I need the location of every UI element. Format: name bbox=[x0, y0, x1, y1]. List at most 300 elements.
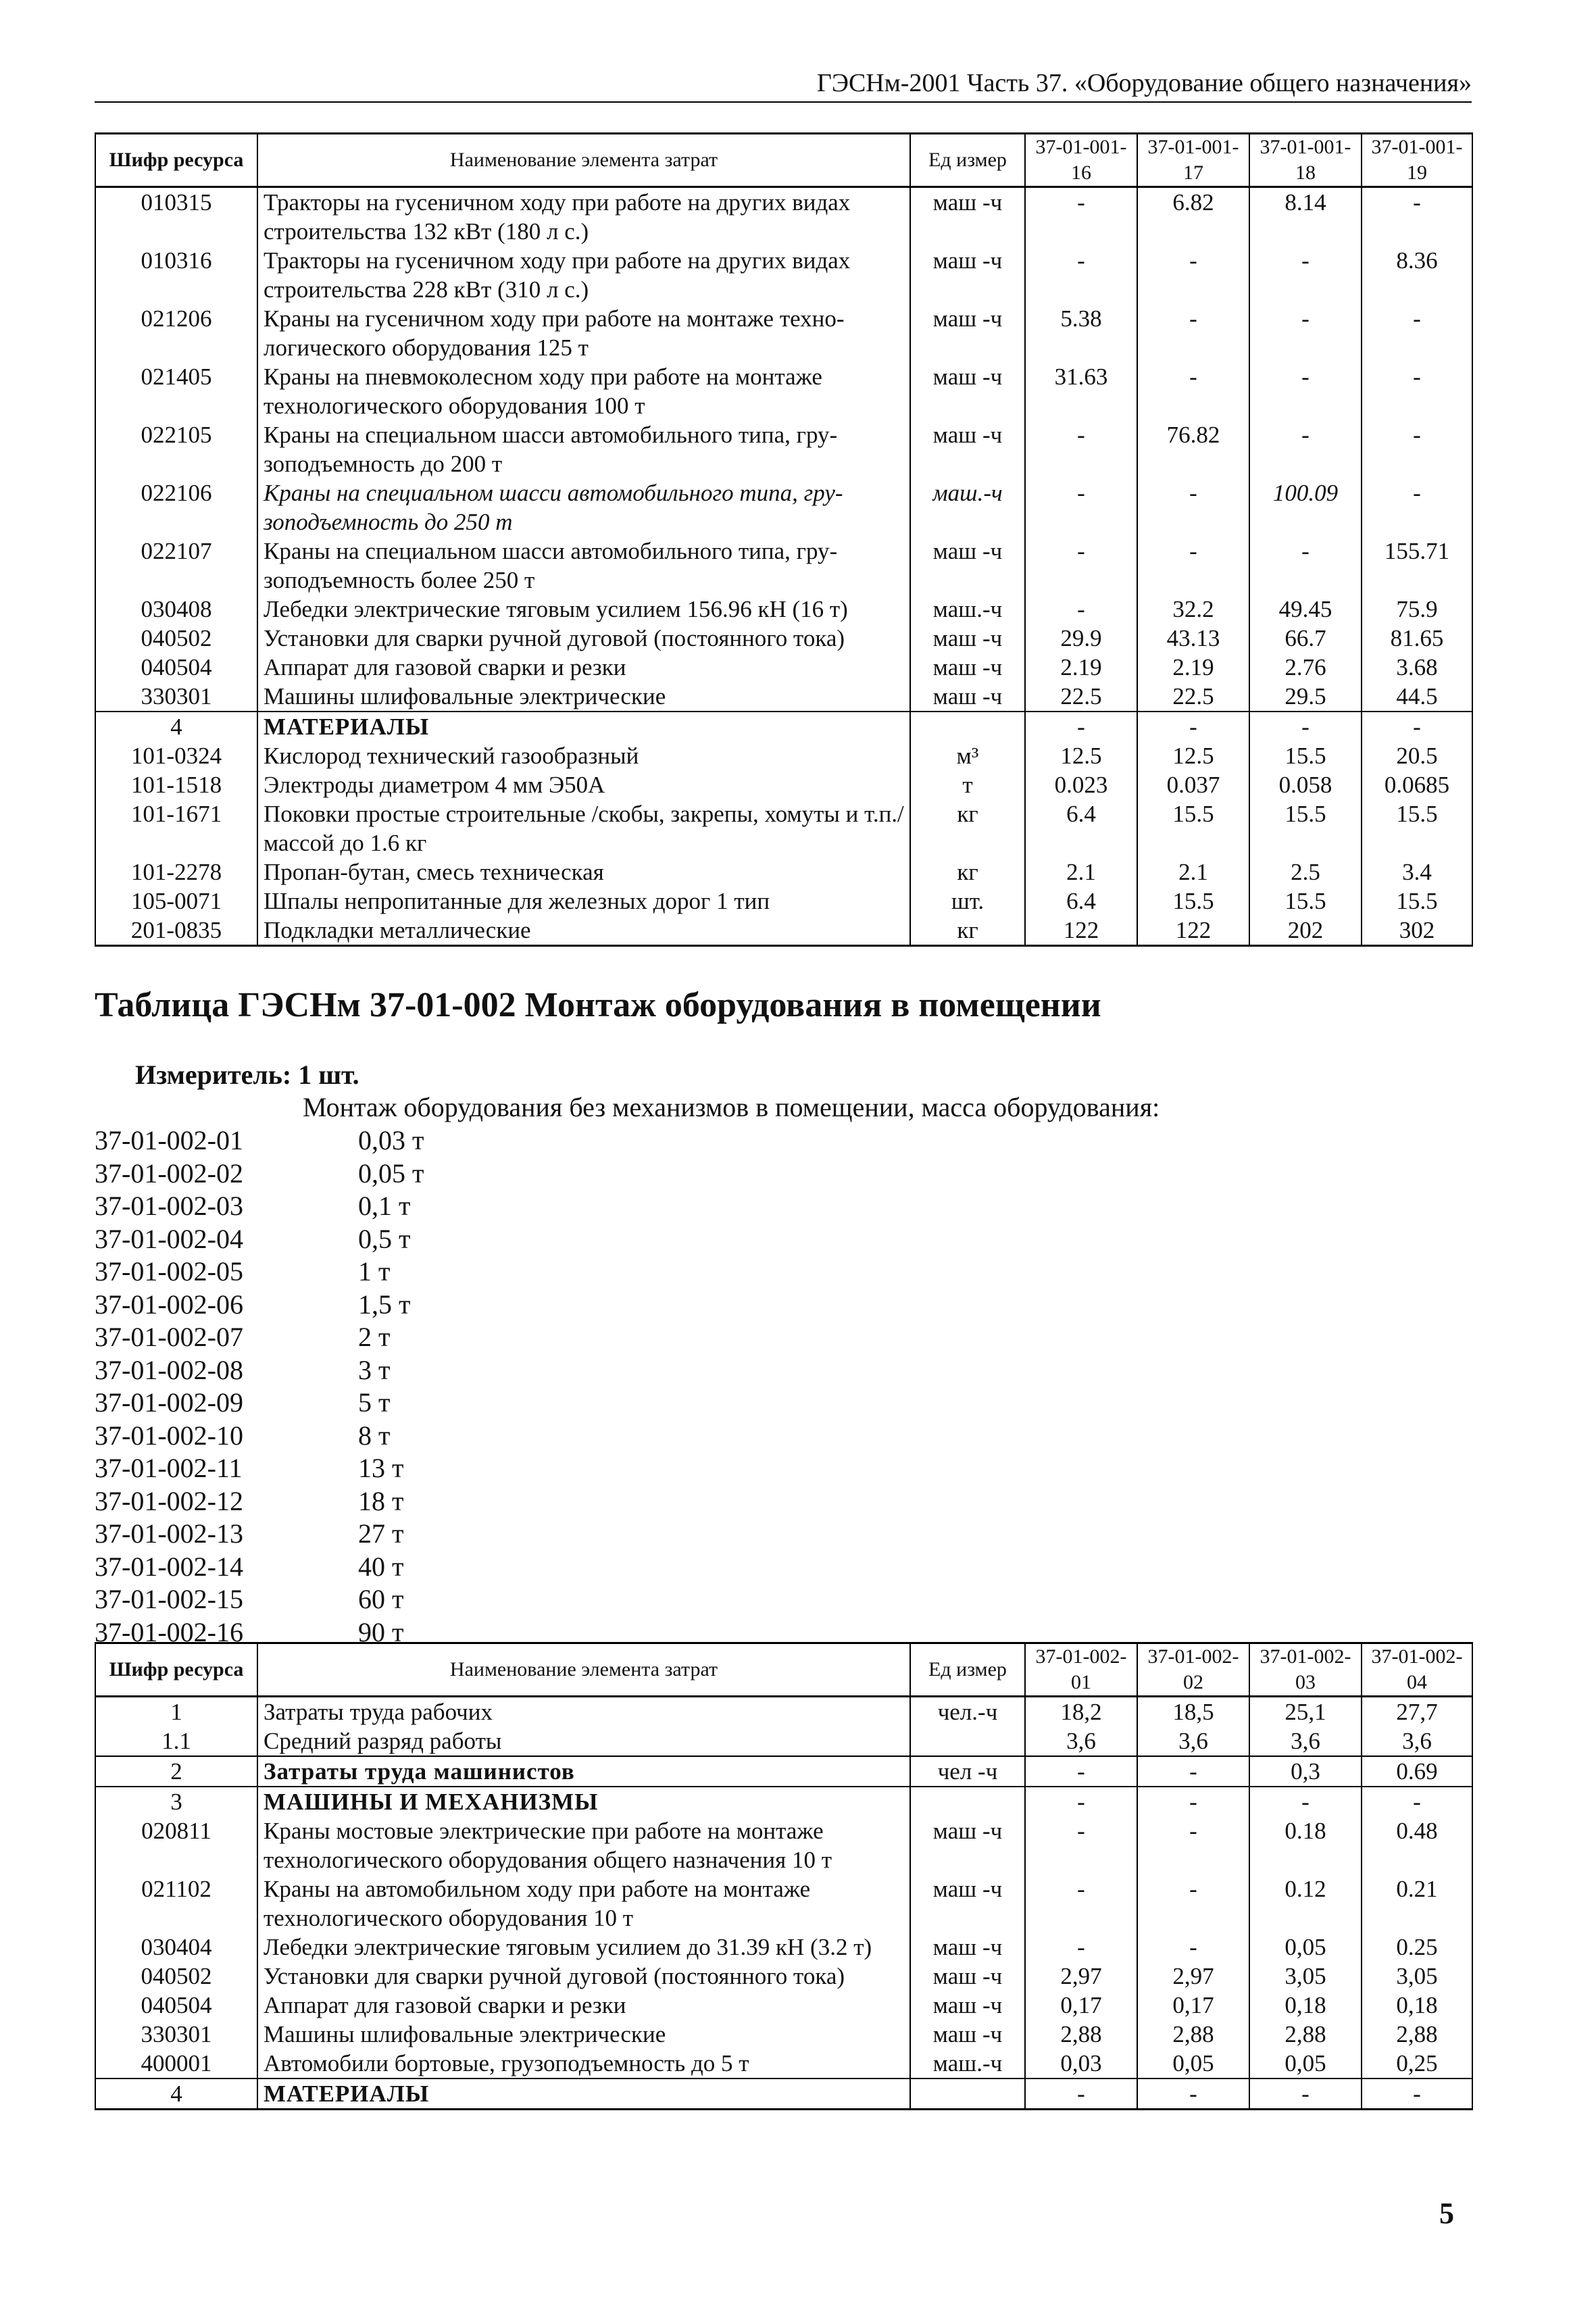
resource-code: 022105 bbox=[95, 420, 257, 478]
item-code: 37-01-002-15 bbox=[95, 1584, 243, 1614]
meter-label: Измеритель: 1 шт. bbox=[135, 1060, 359, 1090]
table-row bbox=[95, 741, 1472, 770]
resource-code: 4 bbox=[95, 2078, 257, 2110]
resource-value: 27,7 bbox=[1362, 1697, 1472, 1727]
resource-name: Лебедки электрические тяговым усилием до 31.39 кН (3.2 т) bbox=[257, 1933, 910, 1962]
item-mass: 2 т bbox=[358, 1322, 391, 1352]
resource-value: - bbox=[1249, 1787, 1362, 1816]
resource-value: - bbox=[1362, 304, 1472, 362]
resource-value: - bbox=[1362, 420, 1472, 478]
resource-name: Краны на специальном шасси автомобильного типа, гру-зоподъемность более 250 т bbox=[257, 537, 910, 595]
table-row bbox=[95, 420, 1472, 478]
resource-value: 2.1 bbox=[1137, 857, 1249, 887]
list-item bbox=[95, 1354, 424, 1387]
resource-value: 0,18 bbox=[1362, 1991, 1472, 2020]
resource-name: Краны на автомобильном ходу при работе на монтаже технологического оборудования 10 т bbox=[257, 1874, 910, 1933]
resource-value: - bbox=[1025, 1756, 1137, 1787]
resource-value: - bbox=[1025, 1816, 1137, 1874]
table-header-row bbox=[95, 134, 1472, 187]
resource-value: 3,05 bbox=[1249, 1962, 1362, 1991]
item-list bbox=[95, 1124, 424, 1649]
resource-code: 4 bbox=[95, 712, 257, 741]
resource-value: - bbox=[1249, 537, 1362, 595]
resource-value: - bbox=[1025, 1933, 1137, 1962]
header-unit: Ед измер bbox=[910, 1643, 1025, 1697]
resource-value: 122 bbox=[1025, 916, 1137, 946]
resource-value: 0.69 bbox=[1362, 1756, 1472, 1787]
resource-value: 0.037 bbox=[1137, 770, 1249, 799]
resource-value: 12.5 bbox=[1137, 741, 1249, 770]
resource-value: 22.5 bbox=[1025, 682, 1137, 712]
resource-value: - bbox=[1249, 362, 1362, 420]
resource-unit: маш -ч bbox=[910, 624, 1025, 653]
table-row bbox=[95, 653, 1472, 682]
resource-unit: маш -ч bbox=[910, 304, 1025, 362]
resource-value: 2,88 bbox=[1249, 2020, 1362, 2049]
item-mass: 0,05 т bbox=[358, 1158, 424, 1189]
table-row bbox=[95, 770, 1472, 799]
resource-value: 0.48 bbox=[1362, 1816, 1472, 1874]
item-mass: 18 т bbox=[358, 1485, 404, 1516]
resource-value: - bbox=[1137, 362, 1249, 420]
resource-value: 5.38 bbox=[1025, 304, 1137, 362]
resource-unit: маш -ч bbox=[910, 2020, 1025, 2049]
resource-value: 2,97 bbox=[1025, 1962, 1137, 1991]
resource-value: 25,1 bbox=[1249, 1697, 1362, 1727]
resource-value: 76.82 bbox=[1137, 420, 1249, 478]
item-mass: 5 т bbox=[358, 1387, 391, 1418]
resource-value: 100.09 bbox=[1249, 478, 1362, 537]
resource-value: 15.5 bbox=[1362, 887, 1472, 916]
resource-value: 15.5 bbox=[1362, 799, 1472, 857]
resource-unit: т bbox=[910, 770, 1025, 799]
resource-name: МАТЕРИАЛЫ bbox=[257, 2078, 910, 2110]
list-item bbox=[95, 1583, 424, 1616]
resource-name: Машины шлифовальные электрические bbox=[257, 682, 910, 712]
resource-value: 2.1 bbox=[1025, 857, 1137, 887]
resource-value: 29.9 bbox=[1025, 624, 1137, 653]
resource-value: 0.18 bbox=[1249, 1816, 1362, 1874]
resource-value: 29.5 bbox=[1249, 682, 1362, 712]
item-code: 37-01-002-03 bbox=[95, 1191, 243, 1221]
table-row bbox=[95, 246, 1472, 304]
resource-code: 021102 bbox=[95, 1874, 257, 1933]
list-item bbox=[95, 1485, 424, 1518]
header-col-1: 37-01-001-16 bbox=[1025, 134, 1137, 187]
item-code: 37-01-002-10 bbox=[95, 1420, 243, 1451]
item-code: 37-01-002-02 bbox=[95, 1158, 243, 1189]
resource-value: - bbox=[1025, 712, 1137, 741]
resource-name: Машины шлифовальные электрические bbox=[257, 2020, 910, 2049]
table-row bbox=[95, 362, 1472, 420]
resource-value: - bbox=[1249, 712, 1362, 741]
resource-value: 2,97 bbox=[1137, 1962, 1249, 1991]
table-row bbox=[95, 1874, 1472, 1933]
table-row bbox=[95, 1697, 1472, 1727]
resource-name: Краны на гусеничном ходу при работе на монтаже техно-логического оборудования 125 т bbox=[257, 304, 910, 362]
resource-value: 0.25 bbox=[1362, 1933, 1472, 1962]
resource-value: 8.14 bbox=[1249, 187, 1362, 247]
resource-value: - bbox=[1137, 478, 1249, 537]
list-item bbox=[95, 1223, 424, 1256]
table-row bbox=[95, 1991, 1472, 2020]
table-row bbox=[95, 304, 1472, 362]
resource-code: 105-0071 bbox=[95, 887, 257, 916]
resource-value: - bbox=[1362, 2078, 1472, 2110]
resource-value: 0,03 bbox=[1025, 2049, 1137, 2078]
resource-value: 6.82 bbox=[1137, 187, 1249, 247]
resource-value: - bbox=[1025, 1874, 1137, 1933]
resource-code: 400001 bbox=[95, 2049, 257, 2078]
resource-name: Установки для сварки ручной дуговой (постоянного тока) bbox=[257, 624, 910, 653]
header-col-3: 37-01-002-03 bbox=[1249, 1643, 1362, 1697]
header-col-2: 37-01-002-02 bbox=[1137, 1643, 1249, 1697]
table-row bbox=[95, 2020, 1472, 2049]
header-col-1: 37-01-002-01 bbox=[1025, 1643, 1137, 1697]
resource-unit: маш -ч bbox=[910, 1816, 1025, 1874]
resource-value: 3.4 bbox=[1362, 857, 1472, 887]
item-code: 37-01-002-11 bbox=[95, 1453, 243, 1483]
section-title: Таблица ГЭСНм 37-01-002 Монтаж оборудования в помещении bbox=[95, 986, 1101, 1024]
resource-code: 030404 bbox=[95, 1933, 257, 1962]
resource-value: - bbox=[1137, 2078, 1249, 2110]
header-unit: Ед измер bbox=[910, 134, 1025, 187]
resource-value: - bbox=[1137, 1756, 1249, 1787]
resource-value: 3,6 bbox=[1137, 1726, 1249, 1756]
item-code: 37-01-002-14 bbox=[95, 1551, 243, 1582]
resource-value: 155.71 bbox=[1362, 537, 1472, 595]
resource-code: 101-2278 bbox=[95, 857, 257, 887]
list-item bbox=[95, 1387, 424, 1420]
resource-name: Краны на специальном шасси автомобильного типа, гру-зоподъемность до 250 т bbox=[257, 478, 910, 537]
resource-value: 81.65 bbox=[1362, 624, 1472, 653]
header-col-3: 37-01-001-18 bbox=[1249, 134, 1362, 187]
item-mass: 3 т bbox=[358, 1354, 391, 1385]
item-code: 37-01-002-12 bbox=[95, 1485, 243, 1516]
resource-value: 2.19 bbox=[1137, 653, 1249, 682]
resource-value: - bbox=[1362, 712, 1472, 741]
resource-code: 040504 bbox=[95, 1991, 257, 2020]
resource-code: 022107 bbox=[95, 537, 257, 595]
resource-value: 12.5 bbox=[1025, 741, 1137, 770]
resource-unit: маш -ч bbox=[910, 653, 1025, 682]
item-mass: 0,03 т bbox=[358, 1125, 424, 1155]
resource-code: 101-1518 bbox=[95, 770, 257, 799]
resource-value: - bbox=[1025, 537, 1137, 595]
resource-value: 3,05 bbox=[1362, 1962, 1472, 1991]
resource-value: 0.21 bbox=[1362, 1874, 1472, 1933]
resource-value: 31.63 bbox=[1025, 362, 1137, 420]
list-item bbox=[95, 1158, 424, 1191]
resource-value: 8.36 bbox=[1362, 246, 1472, 304]
resource-value: 18,5 bbox=[1137, 1697, 1249, 1727]
resource-value: - bbox=[1137, 537, 1249, 595]
resource-value: - bbox=[1137, 1933, 1249, 1962]
table-row bbox=[95, 887, 1472, 916]
table-row bbox=[95, 478, 1472, 537]
resource-table-2 bbox=[95, 1642, 1473, 2110]
resource-code: 030408 bbox=[95, 595, 257, 624]
table-row bbox=[95, 682, 1472, 712]
resource-unit: маш -ч bbox=[910, 1991, 1025, 2020]
resource-name: Автомобили бортовые, грузоподъемность до 5 т bbox=[257, 2049, 910, 2078]
resource-unit: маш -ч bbox=[910, 187, 1025, 247]
resource-unit: маш -ч bbox=[910, 420, 1025, 478]
item-mass: 1,5 т bbox=[358, 1289, 411, 1320]
resource-value: 0,3 bbox=[1249, 1756, 1362, 1787]
resource-value: 15.5 bbox=[1249, 741, 1362, 770]
resource-value: 3,6 bbox=[1025, 1726, 1137, 1756]
resource-code: 101-1671 bbox=[95, 799, 257, 857]
resource-value: - bbox=[1249, 304, 1362, 362]
resource-unit: маш.-ч bbox=[910, 478, 1025, 537]
resource-value: 0,17 bbox=[1137, 1991, 1249, 2020]
item-mass: 0,5 т bbox=[358, 1223, 411, 1254]
resource-unit: маш -ч bbox=[910, 537, 1025, 595]
list-item bbox=[95, 1420, 424, 1453]
resource-value: 18,2 bbox=[1025, 1697, 1137, 1727]
resource-name: Электроды диаметром 4 мм Э50А bbox=[257, 770, 910, 799]
table-row bbox=[95, 1726, 1472, 1756]
table-row bbox=[95, 1933, 1472, 1962]
resource-value: 0.0685 bbox=[1362, 770, 1472, 799]
resource-unit: маш.-ч bbox=[910, 2049, 1025, 2078]
resource-value: - bbox=[1025, 2078, 1137, 2110]
header-name: Наименование элемента затрат bbox=[257, 1643, 910, 1697]
resource-value: 66.7 bbox=[1249, 624, 1362, 653]
item-code: 37-01-002-08 bbox=[95, 1354, 243, 1385]
table-row bbox=[95, 187, 1472, 247]
resource-value: - bbox=[1137, 246, 1249, 304]
resource-value: 6.4 bbox=[1025, 799, 1137, 857]
item-code: 37-01-002-16 bbox=[95, 1616, 243, 1647]
item-code: 37-01-002-01 bbox=[95, 1125, 243, 1155]
resource-unit: кг bbox=[910, 799, 1025, 857]
list-item bbox=[95, 1321, 424, 1354]
resource-value: - bbox=[1137, 1816, 1249, 1874]
item-code: 37-01-002-13 bbox=[95, 1518, 243, 1549]
table-row bbox=[95, 1816, 1472, 1874]
resource-value: - bbox=[1025, 187, 1137, 247]
list-item bbox=[95, 1255, 424, 1289]
resource-unit: маш.-ч bbox=[910, 595, 1025, 624]
item-mass: 1 т bbox=[358, 1256, 391, 1287]
item-code: 37-01-002-06 bbox=[95, 1289, 243, 1320]
resource-value: 15.5 bbox=[1137, 887, 1249, 916]
page-number: 5 bbox=[1439, 2197, 1454, 2230]
resource-code: 2 bbox=[95, 1756, 257, 1787]
resource-value: - bbox=[1025, 595, 1137, 624]
resource-value: 2.19 bbox=[1025, 653, 1137, 682]
resource-name: Подкладки металлические bbox=[257, 916, 910, 946]
resource-code: 201-0835 bbox=[95, 916, 257, 946]
list-item bbox=[95, 1452, 424, 1485]
resource-name: МАШИНЫ И МЕХАНИЗМЫ bbox=[257, 1787, 910, 1816]
header-name: Наименование элемента затрат bbox=[257, 134, 910, 187]
resource-unit: маш -ч bbox=[910, 1962, 1025, 1991]
resource-name: Пропан-бутан, смесь техническая bbox=[257, 857, 910, 887]
item-mass: 27 т bbox=[358, 1518, 404, 1549]
table-row bbox=[95, 916, 1472, 946]
item-code: 37-01-002-05 bbox=[95, 1256, 243, 1287]
resource-code: 1.1 bbox=[95, 1726, 257, 1756]
resource-value: 6.4 bbox=[1025, 887, 1137, 916]
resource-value: 43.13 bbox=[1137, 624, 1249, 653]
item-code: 37-01-002-07 bbox=[95, 1322, 243, 1352]
header-col-4: 37-01-001-19 bbox=[1362, 134, 1472, 187]
table-row bbox=[95, 624, 1472, 653]
resource-value: 0.023 bbox=[1025, 770, 1137, 799]
resource-code: 3 bbox=[95, 1787, 257, 1816]
resource-unit: маш -ч bbox=[910, 362, 1025, 420]
resource-value: 2.76 bbox=[1249, 653, 1362, 682]
resource-value: 49.45 bbox=[1249, 595, 1362, 624]
list-item bbox=[95, 1190, 424, 1223]
resource-value: - bbox=[1362, 362, 1472, 420]
resource-code: 330301 bbox=[95, 2020, 257, 2049]
resource-unit bbox=[910, 1787, 1025, 1816]
resource-unit bbox=[910, 2078, 1025, 2110]
item-code: 37-01-002-09 bbox=[95, 1387, 243, 1418]
resource-unit: чел -ч bbox=[910, 1756, 1025, 1787]
resource-unit: маш -ч bbox=[910, 1874, 1025, 1933]
item-mass: 90 т bbox=[358, 1616, 404, 1647]
resource-name: Затраты труда машинистов bbox=[257, 1756, 910, 1787]
resource-code: 010316 bbox=[95, 246, 257, 304]
resource-name: Лебедки электрические тяговым усилием 156.96 кН (16 т) bbox=[257, 595, 910, 624]
table-row bbox=[95, 2078, 1472, 2110]
resource-value: 0,25 bbox=[1362, 2049, 1472, 2078]
resource-value: 2,88 bbox=[1025, 2020, 1137, 2049]
resource-value: 0.12 bbox=[1249, 1874, 1362, 1933]
header-code: Шифр ресурса bbox=[95, 1643, 257, 1697]
resource-unit: кг bbox=[910, 916, 1025, 946]
resource-code: 040504 bbox=[95, 653, 257, 682]
resource-unit: маш -ч bbox=[910, 1933, 1025, 1962]
resource-value: - bbox=[1249, 420, 1362, 478]
resource-name: Средний разряд работы bbox=[257, 1726, 910, 1756]
item-code: 37-01-002-04 bbox=[95, 1223, 243, 1254]
resource-value: - bbox=[1025, 478, 1137, 537]
resource-value: - bbox=[1137, 1787, 1249, 1816]
resource-value: 75.9 bbox=[1362, 595, 1472, 624]
resource-name: Аппарат для газовой сварки и резки bbox=[257, 653, 910, 682]
table-row bbox=[95, 1962, 1472, 1991]
resource-value: - bbox=[1249, 2078, 1362, 2110]
resource-name: Тракторы на гусеничном ходу при работе на других видах строительства 132 кВт (180 л с.) bbox=[257, 187, 910, 247]
resource-name: Краны на пневмоколесном ходу при работе на монтаже технологического оборудования 100 т bbox=[257, 362, 910, 420]
resource-unit: кг bbox=[910, 857, 1025, 887]
resource-value: - bbox=[1137, 304, 1249, 362]
resource-code: 022106 bbox=[95, 478, 257, 537]
resource-value: 15.5 bbox=[1249, 887, 1362, 916]
resource-value: 2.5 bbox=[1249, 857, 1362, 887]
resource-name: Краны мостовые электрические при работе на монтаже технологического оборудования общего назначения 10 т bbox=[257, 1816, 910, 1874]
table-row bbox=[95, 595, 1472, 624]
table-row bbox=[95, 537, 1472, 595]
item-mass: 0,1 т bbox=[358, 1191, 411, 1221]
table-row bbox=[95, 857, 1472, 887]
resource-name: Затраты труда рабочих bbox=[257, 1697, 910, 1727]
header-code: Шифр ресурса bbox=[95, 134, 257, 187]
resource-unit: шт. bbox=[910, 887, 1025, 916]
resource-value: 3,6 bbox=[1249, 1726, 1362, 1756]
resource-value: - bbox=[1362, 478, 1472, 537]
resource-name: Шпалы непропитанные для железных дорог 1 тип bbox=[257, 887, 910, 916]
resource-value: - bbox=[1362, 187, 1472, 247]
resource-value: 302 bbox=[1362, 916, 1472, 946]
item-mass: 60 т bbox=[358, 1584, 404, 1614]
resource-value: 15.5 bbox=[1137, 799, 1249, 857]
resource-value: - bbox=[1362, 1787, 1472, 1816]
list-item bbox=[95, 1551, 424, 1584]
resource-unit: чел.-ч bbox=[910, 1697, 1025, 1727]
table-row bbox=[95, 799, 1472, 857]
resource-unit: м³ bbox=[910, 741, 1025, 770]
resource-name: Кислород технический газообразный bbox=[257, 741, 910, 770]
resource-value: 3.68 bbox=[1362, 653, 1472, 682]
resource-name: Поковки простые строительные /скобы, закрепы, хомуты и т.п./ массой до 1.6 кг bbox=[257, 799, 910, 857]
resource-value: 0,05 bbox=[1249, 2049, 1362, 2078]
item-mass: 13 т bbox=[358, 1453, 404, 1483]
resource-value: - bbox=[1025, 420, 1137, 478]
resource-unit: маш -ч bbox=[910, 682, 1025, 712]
resource-unit bbox=[910, 1726, 1025, 1756]
resource-value: 0,18 bbox=[1249, 1991, 1362, 2020]
resource-name: Аппарат для газовой сварки и резки bbox=[257, 1991, 910, 2020]
resource-code: 010315 bbox=[95, 187, 257, 247]
table-row bbox=[95, 1756, 1472, 1787]
resource-value: 44.5 bbox=[1362, 682, 1472, 712]
resource-value: - bbox=[1025, 246, 1137, 304]
resource-code: 021206 bbox=[95, 304, 257, 362]
resource-code: 040502 bbox=[95, 624, 257, 653]
table-row bbox=[95, 2049, 1472, 2078]
resource-code: 021405 bbox=[95, 362, 257, 420]
resource-value: 0,05 bbox=[1249, 1933, 1362, 1962]
header-col-2: 37-01-001-17 bbox=[1137, 134, 1249, 187]
resource-value: 0,17 bbox=[1025, 1991, 1137, 2020]
list-item bbox=[95, 1124, 424, 1158]
resource-unit: маш -ч bbox=[910, 246, 1025, 304]
resource-table-1 bbox=[95, 132, 1473, 947]
resource-name: МАТЕРИАЛЫ bbox=[257, 712, 910, 741]
resource-value: 32.2 bbox=[1137, 595, 1249, 624]
resource-value: 0,05 bbox=[1137, 2049, 1249, 2078]
section-description: Монтаж оборудования без механизмов в помещении, масса оборудования: bbox=[303, 1092, 1160, 1122]
table-header-row bbox=[95, 1643, 1472, 1697]
resource-value: - bbox=[1249, 246, 1362, 304]
resource-value: 20.5 bbox=[1362, 741, 1472, 770]
resource-value: 2,88 bbox=[1137, 2020, 1249, 2049]
resource-code: 1 bbox=[95, 1697, 257, 1727]
resource-value: 2,88 bbox=[1362, 2020, 1472, 2049]
item-mass: 8 т bbox=[358, 1420, 391, 1451]
table-row bbox=[95, 712, 1472, 741]
resource-unit bbox=[910, 712, 1025, 741]
header-col-4: 37-01-002-04 bbox=[1362, 1643, 1472, 1697]
resource-name: Тракторы на гусеничном ходу при работе на других видах строительства 228 кВт (310 л с.) bbox=[257, 246, 910, 304]
resource-value: 15.5 bbox=[1249, 799, 1362, 857]
list-item bbox=[95, 1518, 424, 1551]
resource-name: Краны на специальном шасси автомобильного типа, гру-зоподъемность до 200 т bbox=[257, 420, 910, 478]
resource-code: 020811 bbox=[95, 1816, 257, 1874]
list-item bbox=[95, 1289, 424, 1322]
resource-value: 122 bbox=[1137, 916, 1249, 946]
resource-value: - bbox=[1137, 712, 1249, 741]
resource-code: 330301 bbox=[95, 682, 257, 712]
resource-name: Установки для сварки ручной дуговой (постоянного тока) bbox=[257, 1962, 910, 1991]
